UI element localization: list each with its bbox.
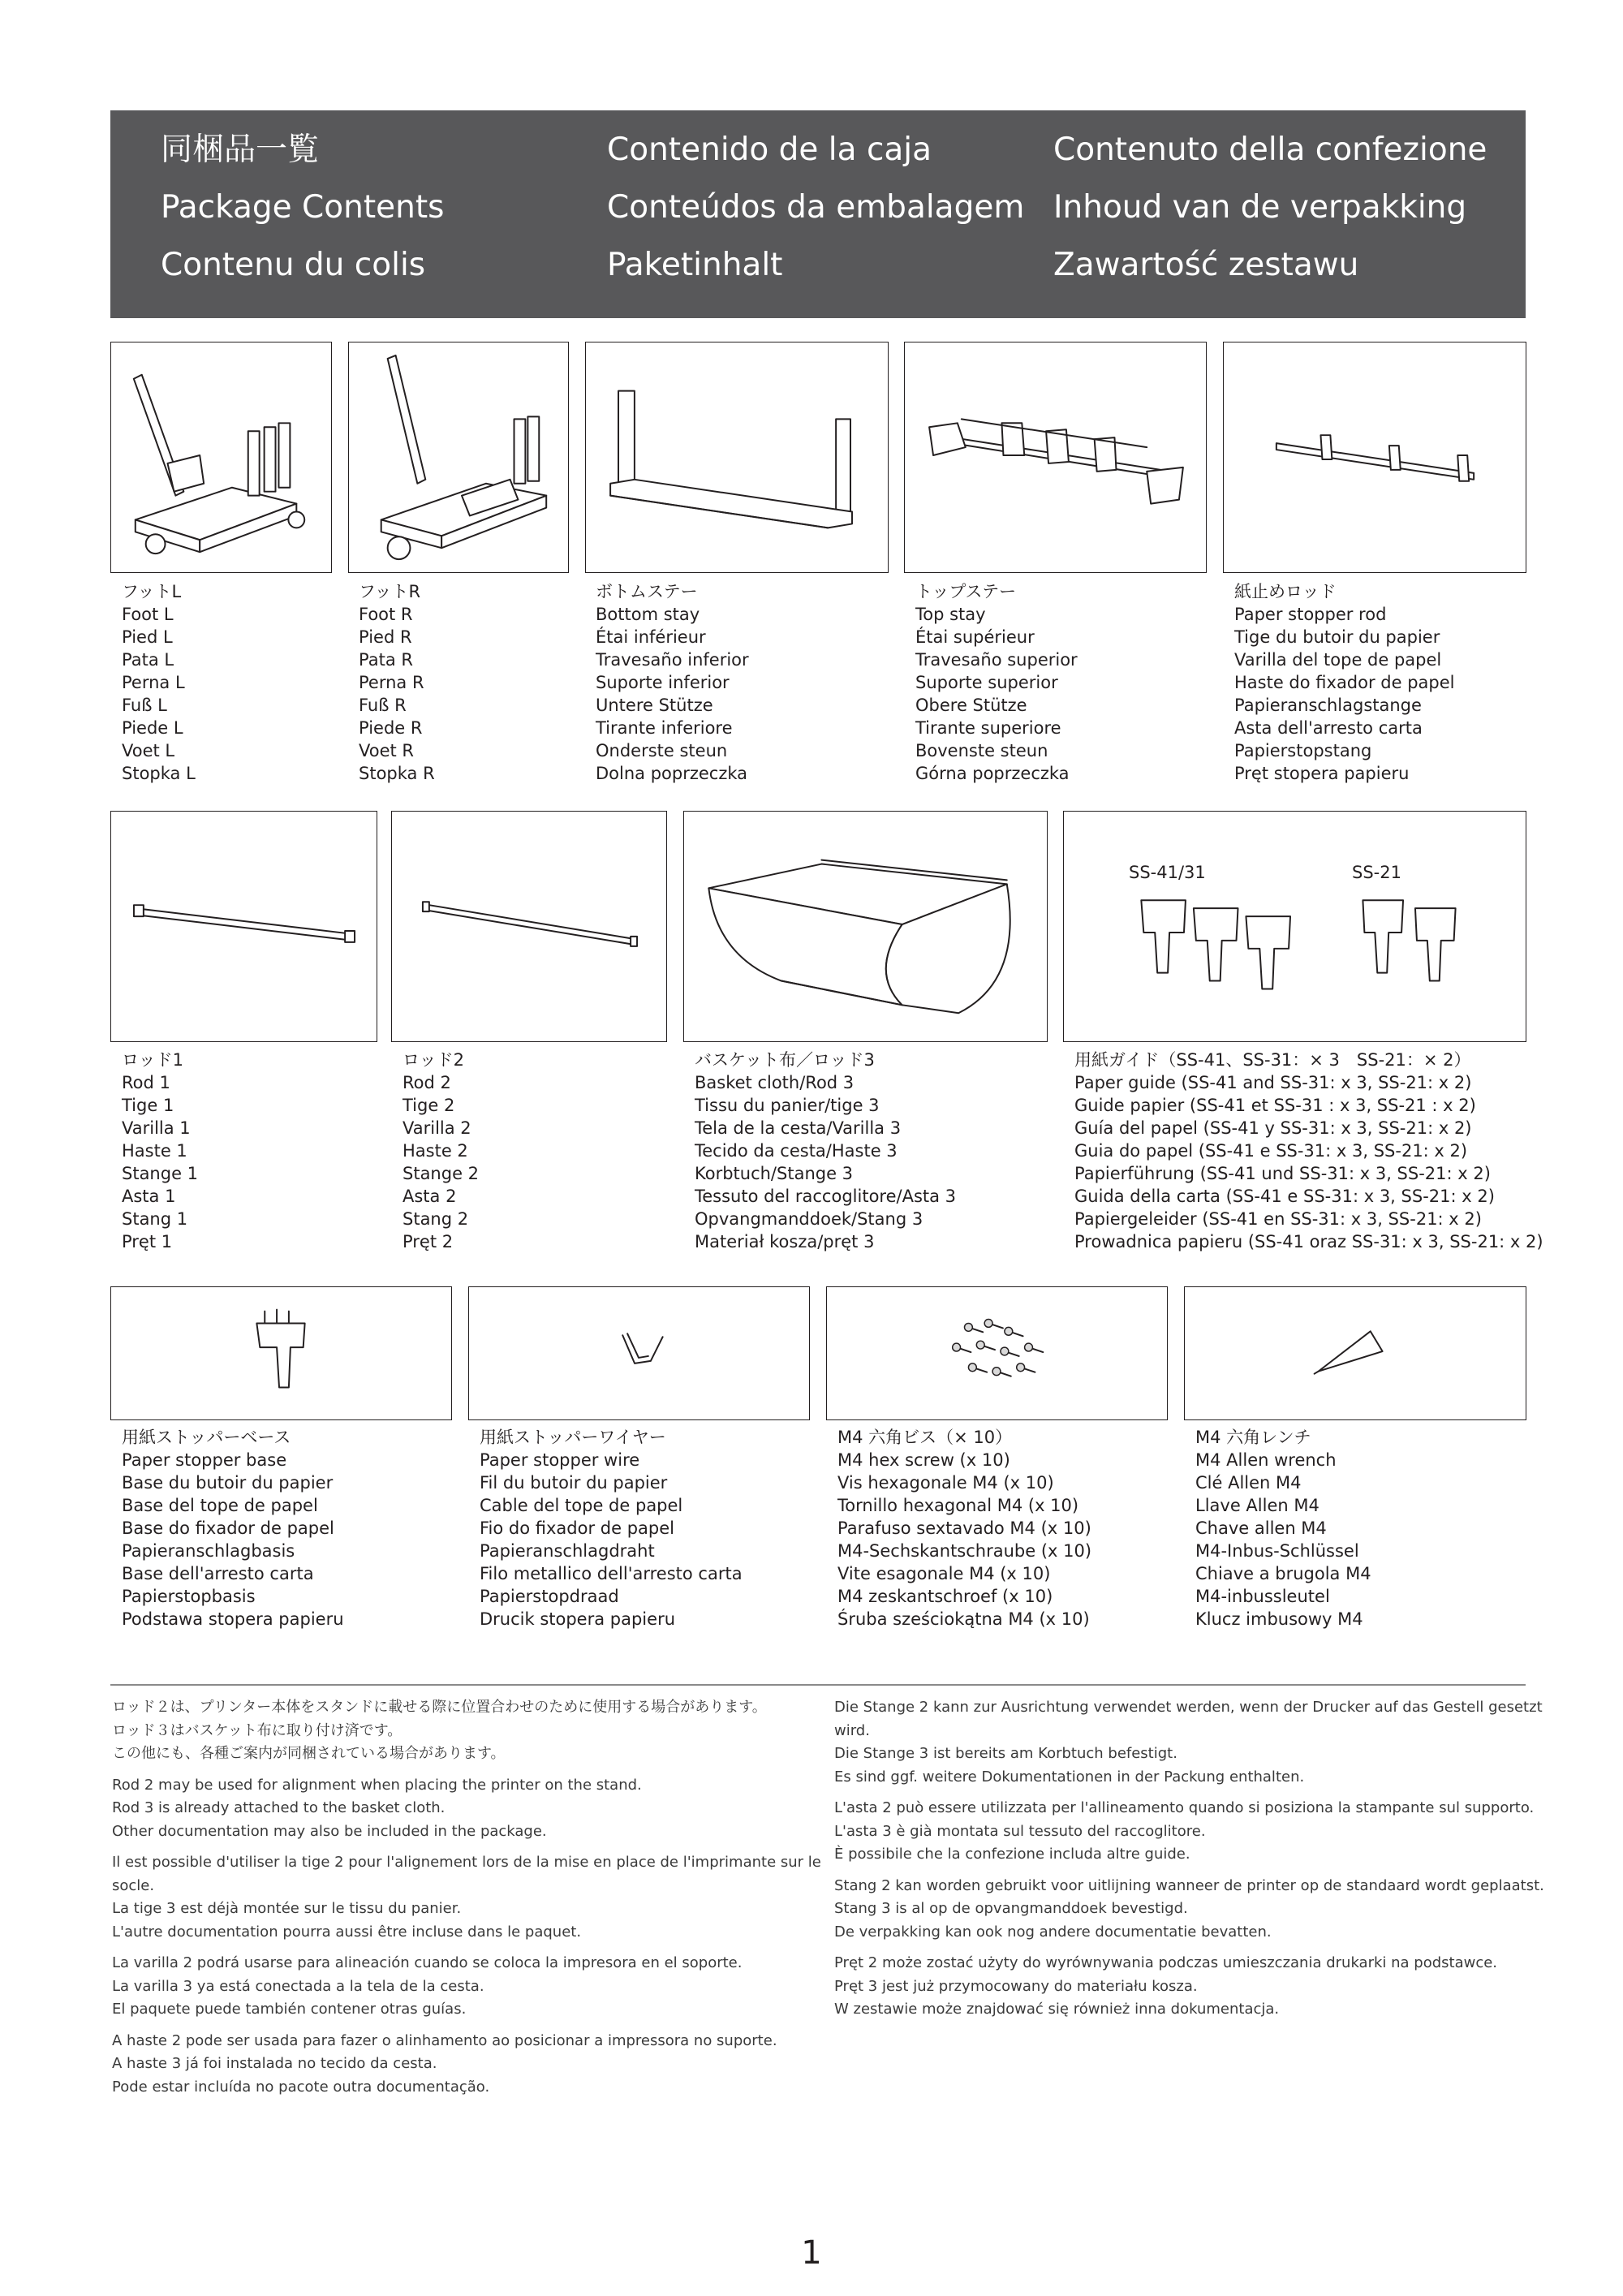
paper-stopper-rod-illustration: [1223, 342, 1526, 573]
caption-top-stay: トップステー Top stay Étai supérieur Travesaño superior Suporte superior Obere Stütze Tirante superiore Bovenste steun Górna poprzeczka: [915, 582, 1078, 783]
note-nl: Stang 2 kan worden gebruikt voor uitlijning wanneer de printer op de standaard wordt geplaatst. Stang 3 is al op de opvangmanddoek bevestigd. De verpakking kan ook nog andere documentatie bevatten.: [834, 1876, 1544, 1941]
basket-cloth-illustration: [683, 811, 1048, 1042]
caption-paper-stopper-base: 用紙ストッパーベース Paper stopper base Base du butoir du papier Base del tope de papel Base do fixador de papel Papieranschlagbasis Base dell'arresto carta Papierstopbasis Podstawa stopera papieru: [122, 1428, 344, 1629]
foot-r-illustration: [348, 342, 569, 573]
model-label-ss41-31: SS-41/31: [1129, 863, 1206, 882]
page-number: 1: [801, 2234, 822, 2272]
title-pt: Conteúdos da embalagem: [607, 189, 1025, 226]
title-de: Paketinhalt: [607, 247, 783, 283]
caption-rod-1: ロッド1 Rod 1 Tige 1 Varilla 1 Haste 1 Stange 1 Asta 1 Stang 1 Pręt 1: [122, 1050, 199, 1251]
note-pt: A haste 2 pode ser usada para fazer o alinhamento ao posicionar a impressora no suporte. A haste 3 já foi instalada no tecido da cesta. Pode estar incluída no pacote outra documentação.: [112, 2031, 777, 2096]
title-es: Contenido de la caja: [607, 131, 932, 168]
caption-bottom-stay: ボトムステー Bottom stay Étai inférieur Travesaño inferior Suporte inferior Untere Stütze Tirante inferiore Onderste steun Dolna poprzeczka: [596, 582, 749, 783]
caption-foot-r: フットR Foot R Pied R Pata R Perna R Fuß R Piede R Voet R Stopka R: [359, 582, 435, 783]
note-it: L'asta 2 può essere utilizzata per l'allineamento quando si posiziona la stampante sul supporto. L'asta 3 è già montata sul tessuto del raccoglitore. È possibile che la confezione includa altre guide.: [834, 1799, 1535, 1863]
paper-guide-illustration: [1063, 811, 1526, 1042]
rod-2-illustration: [391, 811, 667, 1042]
caption-allen-wrench: M4 六角レンチ M4 Allen wrench Clé Allen M4 Llave Allen M4 Chave allen M4 M4-Inbus-Schlüssel Chiave a brugola M4 M4-inbussleutel Klucz imbusowy M4: [1195, 1428, 1371, 1629]
paper-stopper-wire-illustration: [468, 1286, 810, 1420]
caption-basket-cloth: バスケット布／ロッド3 Basket cloth/Rod 3 Tissu du panier/tige 3 Tela de la cesta/Varilla 3 Tecido da cesta/Haste 3 Korbtuch/Stange 3 Tessuto del raccoglitore/Asta 3 Opvangmanddoek/Stang 3 Materiał kosza/pręt 3: [695, 1050, 957, 1251]
caption-rod-2: ロッド2 Rod 2 Tige 2 Varilla 2 Haste 2 Stange 2 Asta 2 Stang 2 Pręt 2: [403, 1050, 480, 1251]
title-en: Package Contents: [161, 189, 445, 226]
hex-screw-illustration: [826, 1286, 1168, 1420]
paper-stopper-base-illustration: [110, 1286, 452, 1420]
caption-paper-stopper-rod: 紙止めロッド Paper stopper rod Tige du butoir du papier Varilla del tope de papel Haste do fixador de papel Papieranschlagstange Asta dell'arresto carta Papierstopstang Pręt stopera papieru: [1234, 582, 1455, 783]
note-ja: ロッド２は、プリンター本体をスタンドに載せる際に位置合わせのために使用する場合があります。 ロッド３はバスケット布に取り付け済です。 この他にも、各種ご案内が同梱されている場合があります。: [112, 1699, 767, 1762]
model-label-ss21: SS-21: [1352, 863, 1401, 882]
caption-hex-screw: M4 六角ビス（× 10） M4 hex screw (x 10) Vis hexagonale M4 (x 10) Tornillo hexagonal M4 (x 10) Parafuso sextavado M4 (x 10) M4-Sechskantschraube (x 10) Vite esagonale M4 (x 10) M4 zeskantschroef (x 10) Śruba sześciokątna M4 (x 10): [837, 1428, 1092, 1629]
title-pl: Zawartość zestawu: [1053, 247, 1359, 283]
notes-left-column: [112, 1696, 826, 2107]
notes-divider: [110, 1684, 1526, 1686]
caption-paper-stopper-wire: 用紙ストッパーワイヤー Paper stopper wire Fil du butoir du papier Cable del tope de papel Fio do fixador de papel Papieranschlagdraht Filo metallico dell'arresto carta Papierstopdraad Drucik stopera papieru: [480, 1428, 743, 1629]
caption-foot-l: フットL Foot L Pied L Pata L Perna L Fuß L Piede L Voet L Stopka L: [122, 582, 196, 783]
foot-l-illustration: [110, 342, 332, 573]
allen-wrench-illustration: [1184, 1286, 1526, 1420]
note-fr: Il est possible d'utiliser la tige 2 pour l'alignement lors de la mise en place de l'imprimante sur le socle. La tige 3 est déjà montée sur le tissu du panier. L'autre documentation pourra aussi être incluse dans le paquet.: [112, 1854, 821, 1941]
notes-right-column: [834, 1696, 1548, 2030]
note-es: La varilla 2 podrá usarse para alineación cuando se coloca la impresora en el soporte. La varilla 3 ya está conectada a la tela de la cesta. El paquete puede también contener otras guías.: [112, 1954, 743, 2018]
title-ja: 同梱品一覧: [161, 131, 320, 168]
title-fr: Contenu du colis: [161, 247, 426, 283]
title-it: Contenuto della confezione: [1053, 131, 1487, 168]
package-contents-header: [110, 110, 1526, 318]
note-pl: Pręt 2 może zostać użyty do wyrównywania podczas umieszczania drukarki na podstawce. Pręt 3 jest już przymocowany do materiału kosza. W zestawie może znajdować się również inna dokumentacja.: [834, 1954, 1498, 2018]
rod-1-illustration: [110, 811, 377, 1042]
caption-paper-guide: 用紙ガイド（SS-41、SS-31：× 3 SS-21：× 2） Paper guide (SS-41 and SS-31: x 3, SS-21: x 2) Guide papier (SS-41 et SS-31 : x 3, SS-21 : x 2) Guía del papel (SS-41 y SS-31: x 3, SS-21: x 2) Guia do papel (SS-41 e SS-31: x 3, SS-21: x 2) Papierführung (SS-41 und SS-31: x 3, SS-21: x 2) Guida della carta (SS-41 e SS-31: x 3, SS-21: x 2) Papiergeleider (SS-41 en SS-31: x 3, SS-21: x 2) Prowadnica papieru (SS-41 oraz SS-31: x 3, SS-21: x 2): [1074, 1050, 1543, 1251]
top-stay-illustration: [904, 342, 1207, 573]
note-de: Die Stange 2 kann zur Ausrichtung verwendet werden, wenn der Drucker auf das Gestell gesetzt wird. Die Stange 3 ist bereits am Korbtuch befestigt. Es sind ggf. weitere Dokumentationen in der Packung enthalten.: [834, 1699, 1543, 1786]
note-en: Rod 2 may be used for alignment when placing the printer on the stand. Rod 3 is already attached to the basket cloth. Other documentation may also be included in the package.: [112, 1776, 642, 1840]
bottom-stay-illustration: [585, 342, 889, 573]
title-nl: Inhoud van de verpakking: [1053, 189, 1467, 226]
